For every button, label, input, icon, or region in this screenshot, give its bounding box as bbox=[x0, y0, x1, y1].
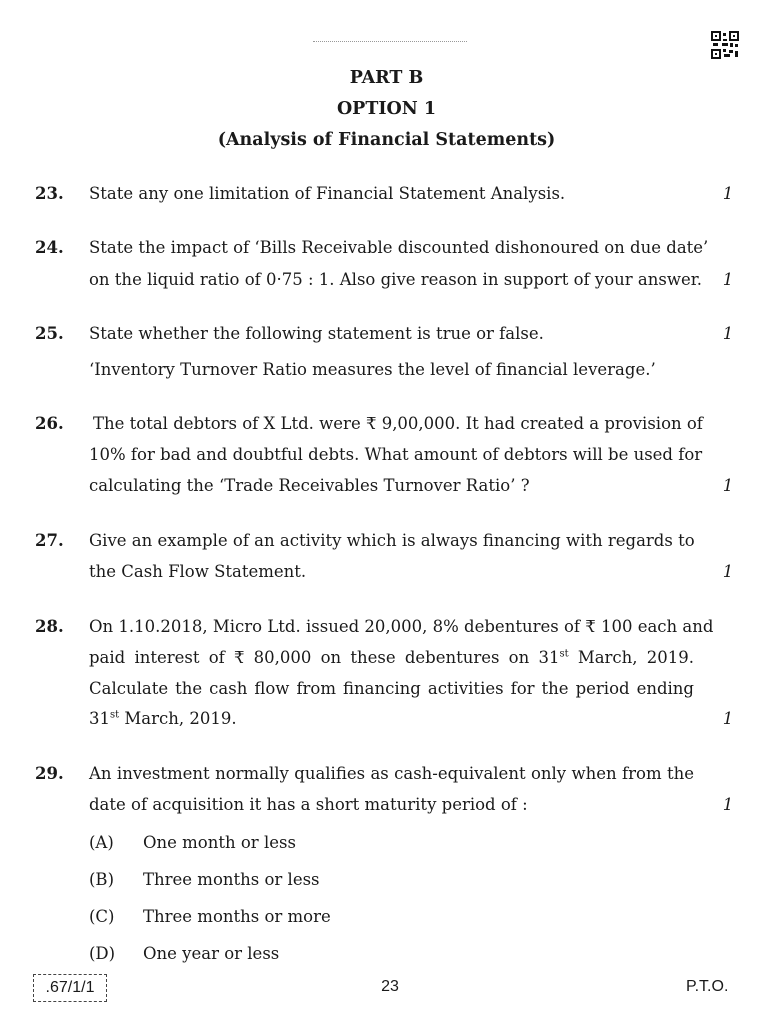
question-text: State whether the following statement is true or false. bbox=[89, 324, 544, 343]
question-marks: 1 bbox=[722, 324, 734, 343]
question-marks: 1 bbox=[722, 270, 734, 289]
question-marks: 1 bbox=[722, 476, 734, 495]
option-label: (C) bbox=[89, 907, 115, 926]
question-text: Give an example of an activity which is always financing with regards to bbox=[89, 531, 695, 550]
qr-code-icon bbox=[711, 31, 739, 59]
question-marks: 1 bbox=[722, 795, 734, 814]
paper-code: .67/1/1 bbox=[33, 974, 107, 1002]
question-text: State any one limitation of Financial Statement Analysis. bbox=[89, 184, 566, 203]
question-number: 28. bbox=[35, 617, 64, 636]
subject-heading: (Analysis of Financial Statements) bbox=[217, 130, 556, 150]
question-number: 29. bbox=[35, 764, 64, 783]
question-text: The total debtors of X Ltd. were ₹ 9,00,000. It had created a provision of bbox=[93, 414, 703, 433]
question-statement: ‘Inventory Turnover Ratio measures the level of financial leverage.’ bbox=[89, 360, 656, 379]
question-number: 24. bbox=[35, 238, 64, 257]
pto-label: P.T.O. bbox=[686, 978, 729, 995]
question-text: the Cash Flow Statement. bbox=[89, 562, 307, 581]
top-divider bbox=[313, 41, 467, 42]
question-text: On 1.10.2018, Micro Ltd. issued 20,000, 8% debentures of ₹ 100 each and bbox=[89, 617, 714, 636]
question-text: date of acquisition it has a short maturity period of : bbox=[89, 795, 528, 814]
option-heading: OPTION 1 bbox=[336, 99, 437, 119]
page-number: 23 bbox=[381, 978, 399, 995]
question-number: 27. bbox=[35, 531, 64, 550]
question-text: State the impact of ‘Bills Receivable discounted dishonoured on due date’ bbox=[89, 238, 709, 257]
question-marks: 1 bbox=[722, 184, 734, 203]
question-number: 25. bbox=[35, 324, 64, 343]
question-number: 26. bbox=[35, 414, 64, 433]
question-marks: 1 bbox=[722, 562, 734, 581]
question-text: Calculate the cash flow from financing activities for the period ending bbox=[89, 679, 694, 698]
option-text: Three months or more bbox=[143, 907, 331, 926]
question-marks: 1 bbox=[722, 709, 734, 728]
question-text: on the liquid ratio of 0·75 : 1. Also give reason in support of your answer. bbox=[89, 270, 703, 289]
option-label: (B) bbox=[89, 870, 114, 889]
question-number: 23. bbox=[35, 184, 64, 203]
option-text: Three months or less bbox=[143, 870, 320, 889]
option-label: (D) bbox=[89, 944, 116, 963]
question-text: 10% for bad and doubtful debts. What amount of debtors will be used for bbox=[89, 445, 703, 464]
option-label: (A) bbox=[89, 833, 114, 852]
question-text: paid interest of ₹ 80,000 on these debentures on 31st March, 2019. bbox=[89, 648, 694, 667]
question-text: An investment normally qualifies as cash-equivalent only when from the bbox=[89, 764, 694, 783]
option-text: One year or less bbox=[143, 944, 280, 963]
question-text: 31st March, 2019. bbox=[89, 709, 237, 728]
option-text: One month or less bbox=[143, 833, 296, 852]
question-text: calculating the ‘Trade Receivables Turnover Ratio’ ? bbox=[89, 476, 530, 495]
part-heading: PART B bbox=[349, 68, 424, 88]
